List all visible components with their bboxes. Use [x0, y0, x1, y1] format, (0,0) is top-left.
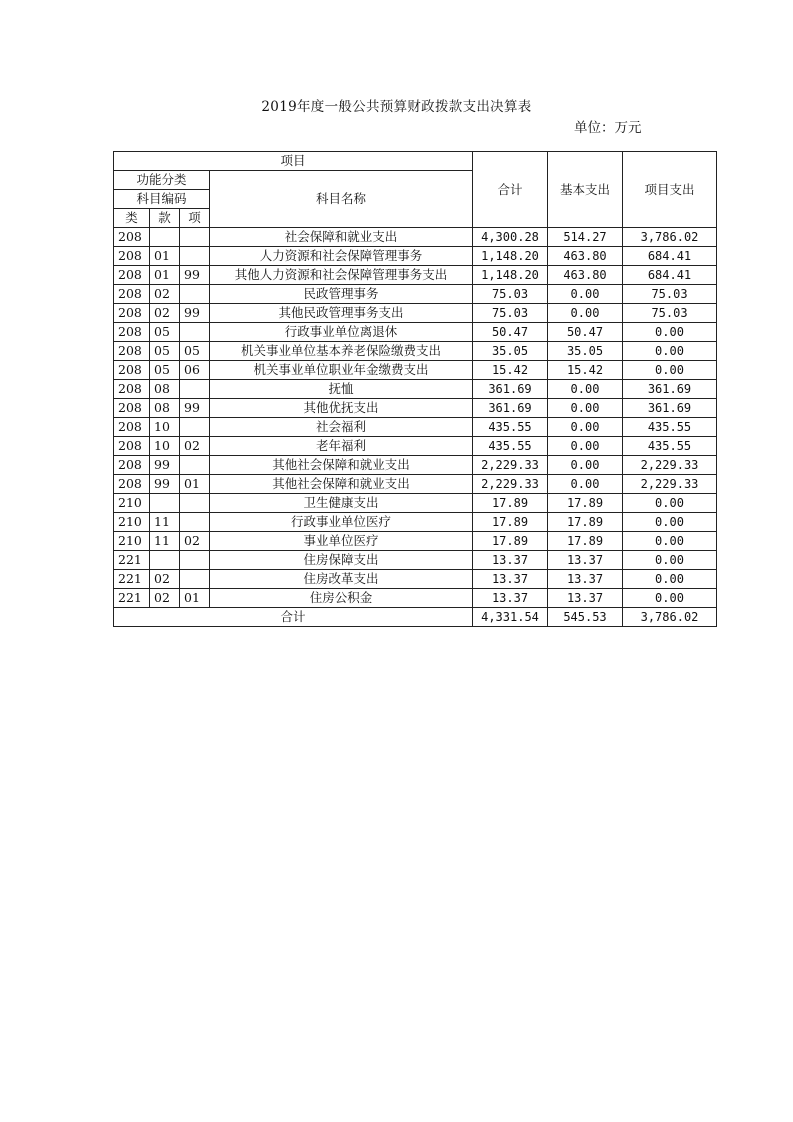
table-row: [114, 494, 717, 513]
cell-project: 75.03: [623, 285, 717, 304]
cell-kuan: 08: [150, 380, 180, 399]
cell-subject-name: 民政管理事务: [210, 285, 473, 304]
cell-basic: 13.37: [548, 589, 623, 608]
cell-project: 2,229.33: [623, 475, 717, 494]
cell-lei: 208: [114, 323, 150, 342]
cell-lei: 208: [114, 342, 150, 361]
cell-lei: 208: [114, 418, 150, 437]
cell-total: 1,148.20: [473, 266, 548, 285]
header-function-class: 功能分类: [114, 171, 210, 190]
cell-subject-name: 社会福利: [210, 418, 473, 437]
basic-sum: 545.53: [548, 608, 623, 627]
cell-subject-name: 行政事业单位离退休: [210, 323, 473, 342]
cell-subject-name: 抚恤: [210, 380, 473, 399]
cell-xiang: [180, 380, 210, 399]
cell-lei: 208: [114, 437, 150, 456]
cell-total: 50.47: [473, 323, 548, 342]
cell-lei: 221: [114, 570, 150, 589]
cell-project: 361.69: [623, 399, 717, 418]
cell-xiang: [180, 551, 210, 570]
cell-basic: 17.89: [548, 532, 623, 551]
header-row-1: [114, 152, 717, 171]
table-row: [114, 475, 717, 494]
cell-project: 0.00: [623, 551, 717, 570]
cell-lei: 208: [114, 399, 150, 418]
cell-lei: 208: [114, 475, 150, 494]
cell-total: 435.55: [473, 437, 548, 456]
cell-subject-name: 其他民政管理事务支出: [210, 304, 473, 323]
header-project: 项目: [114, 152, 473, 171]
cell-lei: 208: [114, 266, 150, 285]
cell-xiang: [180, 513, 210, 532]
cell-basic: 0.00: [548, 437, 623, 456]
table-row: [114, 570, 717, 589]
table-row: [114, 247, 717, 266]
cell-project: 2,229.33: [623, 456, 717, 475]
cell-xiang: [180, 228, 210, 247]
cell-total: 17.89: [473, 532, 548, 551]
cell-kuan: 01: [150, 266, 180, 285]
cell-project: 0.00: [623, 589, 717, 608]
table-row: [114, 551, 717, 570]
cell-kuan: 08: [150, 399, 180, 418]
cell-subject-name: 老年福利: [210, 437, 473, 456]
cell-total: 17.89: [473, 513, 548, 532]
cell-kuan: 11: [150, 513, 180, 532]
table-row: [114, 418, 717, 437]
cell-xiang: [180, 247, 210, 266]
cell-total: 13.37: [473, 551, 548, 570]
cell-project: 684.41: [623, 266, 717, 285]
table-row: [114, 380, 717, 399]
cell-kuan: 02: [150, 285, 180, 304]
table-row: [114, 456, 717, 475]
cell-total: 1,148.20: [473, 247, 548, 266]
cell-xiang: 02: [180, 532, 210, 551]
header-subject-name: 科目名称: [210, 171, 473, 228]
cell-kuan: 02: [150, 570, 180, 589]
table-row: [114, 304, 717, 323]
cell-lei: 210: [114, 513, 150, 532]
cell-xiang: 02: [180, 437, 210, 456]
cell-subject-name: 机关事业单位职业年金缴费支出: [210, 361, 473, 380]
cell-project: 0.00: [623, 570, 717, 589]
cell-project: 0.00: [623, 342, 717, 361]
cell-basic: 0.00: [548, 456, 623, 475]
cell-basic: 0.00: [548, 418, 623, 437]
cell-lei: 208: [114, 285, 150, 304]
table-row: [114, 589, 717, 608]
cell-lei: 210: [114, 532, 150, 551]
cell-kuan: [150, 551, 180, 570]
cell-subject-name: 行政事业单位医疗: [210, 513, 473, 532]
cell-project: 3,786.02: [623, 228, 717, 247]
cell-basic: 15.42: [548, 361, 623, 380]
cell-xiang: 06: [180, 361, 210, 380]
cell-project: 0.00: [623, 494, 717, 513]
expenditure-table: [113, 151, 717, 627]
total-row: [114, 608, 717, 627]
cell-xiang: [180, 494, 210, 513]
cell-xiang: 05: [180, 342, 210, 361]
cell-project: 0.00: [623, 323, 717, 342]
table-row: [114, 399, 717, 418]
cell-xiang: 99: [180, 304, 210, 323]
total-sum: 4,331.54: [473, 608, 548, 627]
cell-xiang: 01: [180, 475, 210, 494]
cell-kuan: 10: [150, 437, 180, 456]
cell-subject-name: 社会保障和就业支出: [210, 228, 473, 247]
page-title: 2019年度一般公共预算财政拨款支出决算表: [261, 99, 532, 115]
header-subject-code: 科目编码: [114, 190, 210, 209]
cell-kuan: 05: [150, 361, 180, 380]
cell-xiang: [180, 418, 210, 437]
cell-kuan: 05: [150, 342, 180, 361]
cell-kuan: 11: [150, 532, 180, 551]
cell-subject-name: 人力资源和社会保障管理事务: [210, 247, 473, 266]
cell-basic: 0.00: [548, 475, 623, 494]
cell-basic: 0.00: [548, 304, 623, 323]
cell-kuan: 10: [150, 418, 180, 437]
table-row: [114, 342, 717, 361]
table-row: [114, 266, 717, 285]
cell-basic: 13.37: [548, 551, 623, 570]
cell-subject-name: 住房公积金: [210, 589, 473, 608]
cell-xiang: [180, 323, 210, 342]
cell-subject-name: 住房保障支出: [210, 551, 473, 570]
cell-total: 17.89: [473, 494, 548, 513]
cell-xiang: [180, 570, 210, 589]
cell-total: 75.03: [473, 285, 548, 304]
cell-total: 2,229.33: [473, 475, 548, 494]
cell-total: 4,300.28: [473, 228, 548, 247]
cell-basic: 0.00: [548, 399, 623, 418]
cell-kuan: 05: [150, 323, 180, 342]
cell-project: 75.03: [623, 304, 717, 323]
header-basic: 基本支出: [548, 152, 623, 228]
table-row: [114, 513, 717, 532]
cell-basic: 13.37: [548, 570, 623, 589]
cell-lei: 208: [114, 380, 150, 399]
cell-subject-name: 机关事业单位基本养老保险缴费支出: [210, 342, 473, 361]
cell-basic: 17.89: [548, 494, 623, 513]
cell-total: 15.42: [473, 361, 548, 380]
cell-subject-name: 事业单位医疗: [210, 532, 473, 551]
table-row: [114, 285, 717, 304]
table-row: [114, 361, 717, 380]
cell-total: 361.69: [473, 399, 548, 418]
header-lei: 类: [114, 209, 150, 228]
cell-kuan: 01: [150, 247, 180, 266]
table-row: [114, 323, 717, 342]
cell-xiang: 99: [180, 266, 210, 285]
table-row: [114, 228, 717, 247]
cell-basic: 463.80: [548, 266, 623, 285]
cell-total: 13.37: [473, 589, 548, 608]
cell-basic: 17.89: [548, 513, 623, 532]
cell-lei: 208: [114, 247, 150, 266]
cell-subject-name: 卫生健康支出: [210, 494, 473, 513]
cell-basic: 50.47: [548, 323, 623, 342]
cell-lei: 221: [114, 551, 150, 570]
cell-subject-name: 其他社会保障和就业支出: [210, 475, 473, 494]
cell-subject-name: 其他人力资源和社会保障管理事务支出: [210, 266, 473, 285]
cell-lei: 208: [114, 228, 150, 247]
cell-project: 684.41: [623, 247, 717, 266]
cell-lei: 208: [114, 361, 150, 380]
unit-label: 单位：万元: [574, 120, 642, 136]
cell-total: 13.37: [473, 570, 548, 589]
table-row: [114, 532, 717, 551]
cell-basic: 0.00: [548, 380, 623, 399]
cell-total: 35.05: [473, 342, 548, 361]
cell-project: 0.00: [623, 532, 717, 551]
cell-total: 75.03: [473, 304, 548, 323]
cell-project: 0.00: [623, 361, 717, 380]
table-row: [114, 437, 717, 456]
cell-kuan: 99: [150, 475, 180, 494]
cell-project: 0.00: [623, 513, 717, 532]
cell-subject-name: 其他优抚支出: [210, 399, 473, 418]
cell-lei: 208: [114, 456, 150, 475]
cell-total: 435.55: [473, 418, 548, 437]
cell-project: 435.55: [623, 437, 717, 456]
header-xiang: 项: [180, 209, 210, 228]
cell-lei: 208: [114, 304, 150, 323]
cell-kuan: 99: [150, 456, 180, 475]
cell-xiang: [180, 456, 210, 475]
cell-basic: 514.27: [548, 228, 623, 247]
cell-subject-name: 住房改革支出: [210, 570, 473, 589]
total-label: 合计: [114, 608, 473, 627]
project-sum: 3,786.02: [623, 608, 717, 627]
cell-kuan: [150, 494, 180, 513]
cell-kuan: 02: [150, 589, 180, 608]
cell-total: 361.69: [473, 380, 548, 399]
cell-project: 361.69: [623, 380, 717, 399]
header-kuan: 款: [150, 209, 180, 228]
cell-basic: 35.05: [548, 342, 623, 361]
cell-lei: 221: [114, 589, 150, 608]
cell-xiang: [180, 285, 210, 304]
cell-subject-name: 其他社会保障和就业支出: [210, 456, 473, 475]
cell-project: 435.55: [623, 418, 717, 437]
cell-kuan: 02: [150, 304, 180, 323]
header-project-exp: 项目支出: [623, 152, 717, 228]
cell-xiang: 99: [180, 399, 210, 418]
cell-total: 2,229.33: [473, 456, 548, 475]
cell-kuan: [150, 228, 180, 247]
cell-basic: 0.00: [548, 285, 623, 304]
header-total: 合计: [473, 152, 548, 228]
cell-lei: 210: [114, 494, 150, 513]
cell-xiang: 01: [180, 589, 210, 608]
cell-basic: 463.80: [548, 247, 623, 266]
